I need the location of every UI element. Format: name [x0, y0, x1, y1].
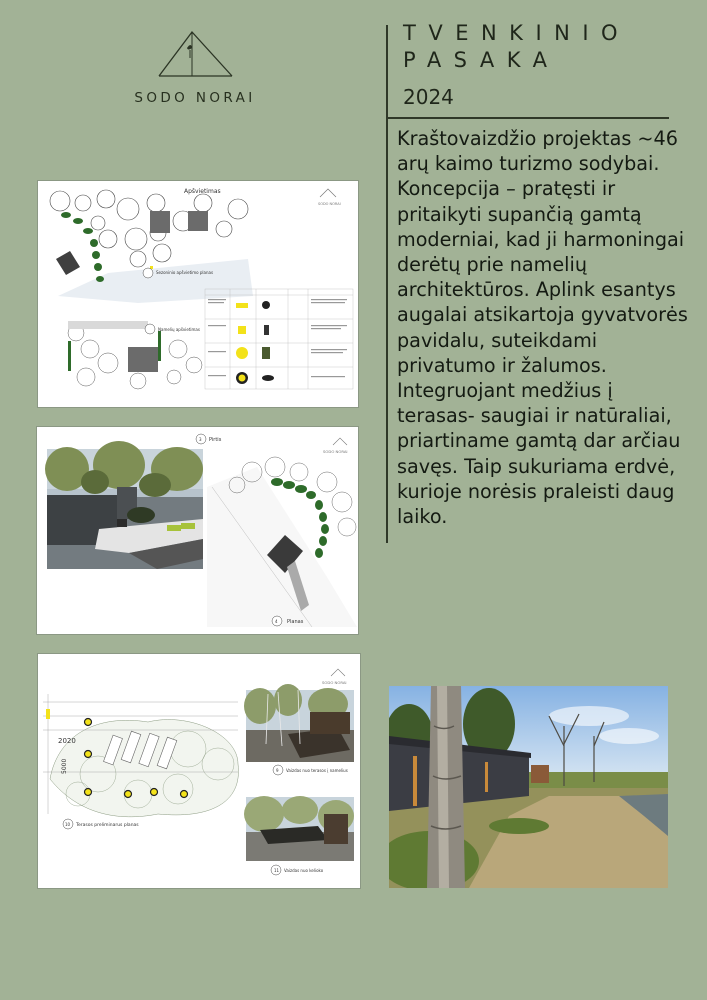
- divider-vertical: [386, 25, 388, 543]
- sheet3-dim-b: 5000: [61, 758, 68, 774]
- brand-logo: [120, 28, 270, 113]
- sheet2-num-a: 3: [199, 437, 202, 442]
- page-title: TVENKINIO PASAKA: [403, 21, 631, 72]
- divider-horizontal: [387, 117, 669, 119]
- sheet3-num-plan: 10: [65, 822, 71, 827]
- sheet3-view-b: Vaizdas nuo kelioko: [284, 868, 324, 873]
- sheet2-label-b: Planas: [287, 619, 304, 625]
- sheet3-logo: SODO NORAI: [322, 680, 347, 685]
- sheet1-plan-a: Sezoninio apšvietimo planas: [156, 270, 214, 275]
- site-photo: [389, 686, 668, 888]
- house-outline-icon: [156, 28, 236, 80]
- sheet1-logo: SODO NORAI: [318, 202, 341, 206]
- sheet3-view-a: Vaizdas nuo terasos į namelius: [286, 768, 348, 773]
- sheet2-label-a: Pirtis: [209, 437, 222, 443]
- project-year: 2024: [403, 85, 454, 109]
- terrace-plan-sheet: [37, 653, 361, 889]
- sheet1-title: Apšvietimas: [184, 188, 221, 195]
- sheet1-plan-b: Namelių apšvietimas: [158, 327, 200, 332]
- sheet3-dim-a: 2020: [58, 737, 76, 745]
- brand-name: SODO NORAI: [134, 90, 256, 106]
- sauna-plan-sheet: [36, 426, 359, 635]
- project-description: Kraštovaizdžio projektas ~46 arų kaimo turizmo sodybai. Koncepcija – pratęsti ir pritaikyti supančią gamtą moderniai, kad ji harmoningai derėtų prie namelių architektūros. Aplink esantys augalai atsikartoja gyvatvorės pavidalu, suteikdami privatumo ir žalumos. Integruojant medžius į terasas- saugiai ir natūraliai, priartiname gamtą dar arčiau savęs. Taip sukuriama erdvė, kurioje norėsis praleisti daug laiko.: [397, 127, 688, 529]
- sheet2-num-b: 4: [275, 619, 278, 624]
- sheet3-num-a: 9: [276, 768, 279, 773]
- sheet2-logo: SODO NORAI: [323, 449, 348, 454]
- lighting-plan-sheet: [37, 180, 359, 408]
- sheet3-plan: Terasos preliminarus planas: [76, 823, 139, 828]
- sheet3-num-b: 11: [274, 868, 280, 873]
